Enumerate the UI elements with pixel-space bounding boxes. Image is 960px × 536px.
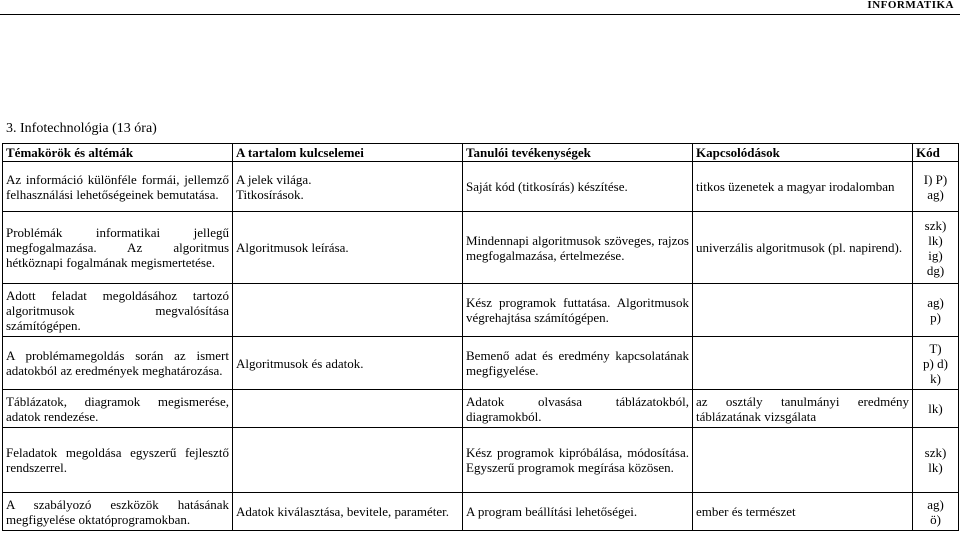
code-value: szk) xyxy=(924,445,947,460)
topic-cell: Problémák informatikai jellegű megfogalmazása. Az algoritmus hétköznapi fogalmának megismertetése. xyxy=(3,212,233,284)
code-cell xyxy=(913,493,959,531)
links-cell xyxy=(693,428,913,493)
topic-cell: Adott feladat megoldásához tartozó algoritmusok megvalósítása számítógépen. xyxy=(3,284,233,337)
code-value: ö) xyxy=(930,511,941,527)
code-value: ig) xyxy=(928,247,943,263)
topic-cell: A szabályozó eszközök hatásának megfigyelése oktatóprogramokban. xyxy=(3,493,233,531)
curriculum-table xyxy=(2,143,959,531)
key-elements-cell xyxy=(233,162,463,212)
section-title: 3. Infotechnológia (13 óra) xyxy=(6,121,157,136)
code-value: ag) xyxy=(927,186,944,202)
code-value: ag) xyxy=(927,295,944,310)
code-cell xyxy=(913,284,959,337)
code-cell xyxy=(913,212,959,284)
activity-cell: Kész programok kipróbálása, módosítása. Egyszerű programok megírása közösen. xyxy=(463,428,693,493)
links-cell: az osztály tanulmányi eredmény táblázatának vizsgálata xyxy=(693,390,913,428)
activity-cell: Saját kód (titkosírás) készítése. xyxy=(463,162,693,212)
table-row xyxy=(3,212,959,284)
page-header xyxy=(0,0,960,15)
code-value: k) xyxy=(930,370,941,386)
table-row xyxy=(3,284,959,337)
activity-cell: Adatok olvasása táblázatokból, diagramokból. xyxy=(463,390,693,428)
table-row xyxy=(3,493,959,531)
key-elements-cell xyxy=(233,284,463,337)
code-value: lk) xyxy=(928,460,943,475)
links-cell xyxy=(693,284,913,337)
code-value: ag) xyxy=(927,496,944,512)
column-header: Kód xyxy=(913,144,959,162)
column-header: Kapcsolódások xyxy=(693,144,913,162)
code-value: I) P) xyxy=(923,171,948,187)
topic-cell: Az információ különféle formái, jellemző felhasználási lehetőségeinek bemutatása. xyxy=(3,162,233,212)
topic-cell: Táblázatok, diagramok megismerése, adatok rendezése. xyxy=(3,390,233,428)
topic-cell: Feladatok megoldása egyszerű fejlesztő rendszerrel. xyxy=(3,428,233,493)
links-cell: titkos üzenetek a magyar irodalomban xyxy=(693,162,913,212)
activity-cell: Kész programok futtatása. Algoritmusok végrehajtása számítógépen. xyxy=(463,284,693,337)
activity-cell: Mindennapi algoritmusok szöveges, rajzos megfogalmazása, értelmezése. xyxy=(463,212,693,284)
table-row xyxy=(3,337,959,390)
code-value: p) xyxy=(930,310,941,325)
header-title: INFORMATIKA xyxy=(867,0,954,11)
column-header: Tanulói tevékenységek xyxy=(463,144,693,162)
code-value: dg) xyxy=(926,262,945,278)
activity-cell: Bemenő adat és eredmény kapcsolatának megfigyelése. xyxy=(463,337,693,390)
key-element: Algoritmusok leírása. xyxy=(236,240,349,255)
key-elements-cell xyxy=(233,337,463,390)
table-row xyxy=(3,162,959,212)
code-value: p) d) xyxy=(923,355,948,371)
table-row xyxy=(3,428,959,493)
code-value: T) xyxy=(929,340,942,356)
key-elements-cell xyxy=(233,212,463,284)
links-cell xyxy=(693,337,913,390)
activity-cell: A program beállítási lehetőségei. xyxy=(463,493,693,531)
links-cell: univerzális algoritmusok (pl. napirend). xyxy=(693,212,913,284)
code-cell xyxy=(913,162,959,212)
column-header: A tartalom kulcselemei xyxy=(233,144,463,162)
key-element: Adatok kiválasztása, bevitele, paraméter. xyxy=(236,504,449,519)
code-cell xyxy=(913,428,959,493)
topic-cell: A problémamegoldás során az ismert adatokból az eredmények meghatározása. xyxy=(3,337,233,390)
key-elements-cell xyxy=(233,493,463,531)
code-value: szk) xyxy=(924,217,947,233)
code-value: lk) xyxy=(928,232,943,248)
code-value: lk) xyxy=(928,401,943,416)
key-elements-cell xyxy=(233,428,463,493)
column-header: Témakörök és altémák xyxy=(3,144,233,162)
code-cell xyxy=(913,337,959,390)
code-cell xyxy=(913,390,959,428)
key-element: Algoritmusok és adatok. xyxy=(236,355,364,371)
key-element: Titkosírások. xyxy=(236,186,304,202)
table-row xyxy=(3,390,959,428)
key-elements-cell xyxy=(233,390,463,428)
table-header-row xyxy=(3,144,959,162)
links-cell: ember és természet xyxy=(693,493,913,531)
key-element: A jelek világa. xyxy=(236,171,312,187)
